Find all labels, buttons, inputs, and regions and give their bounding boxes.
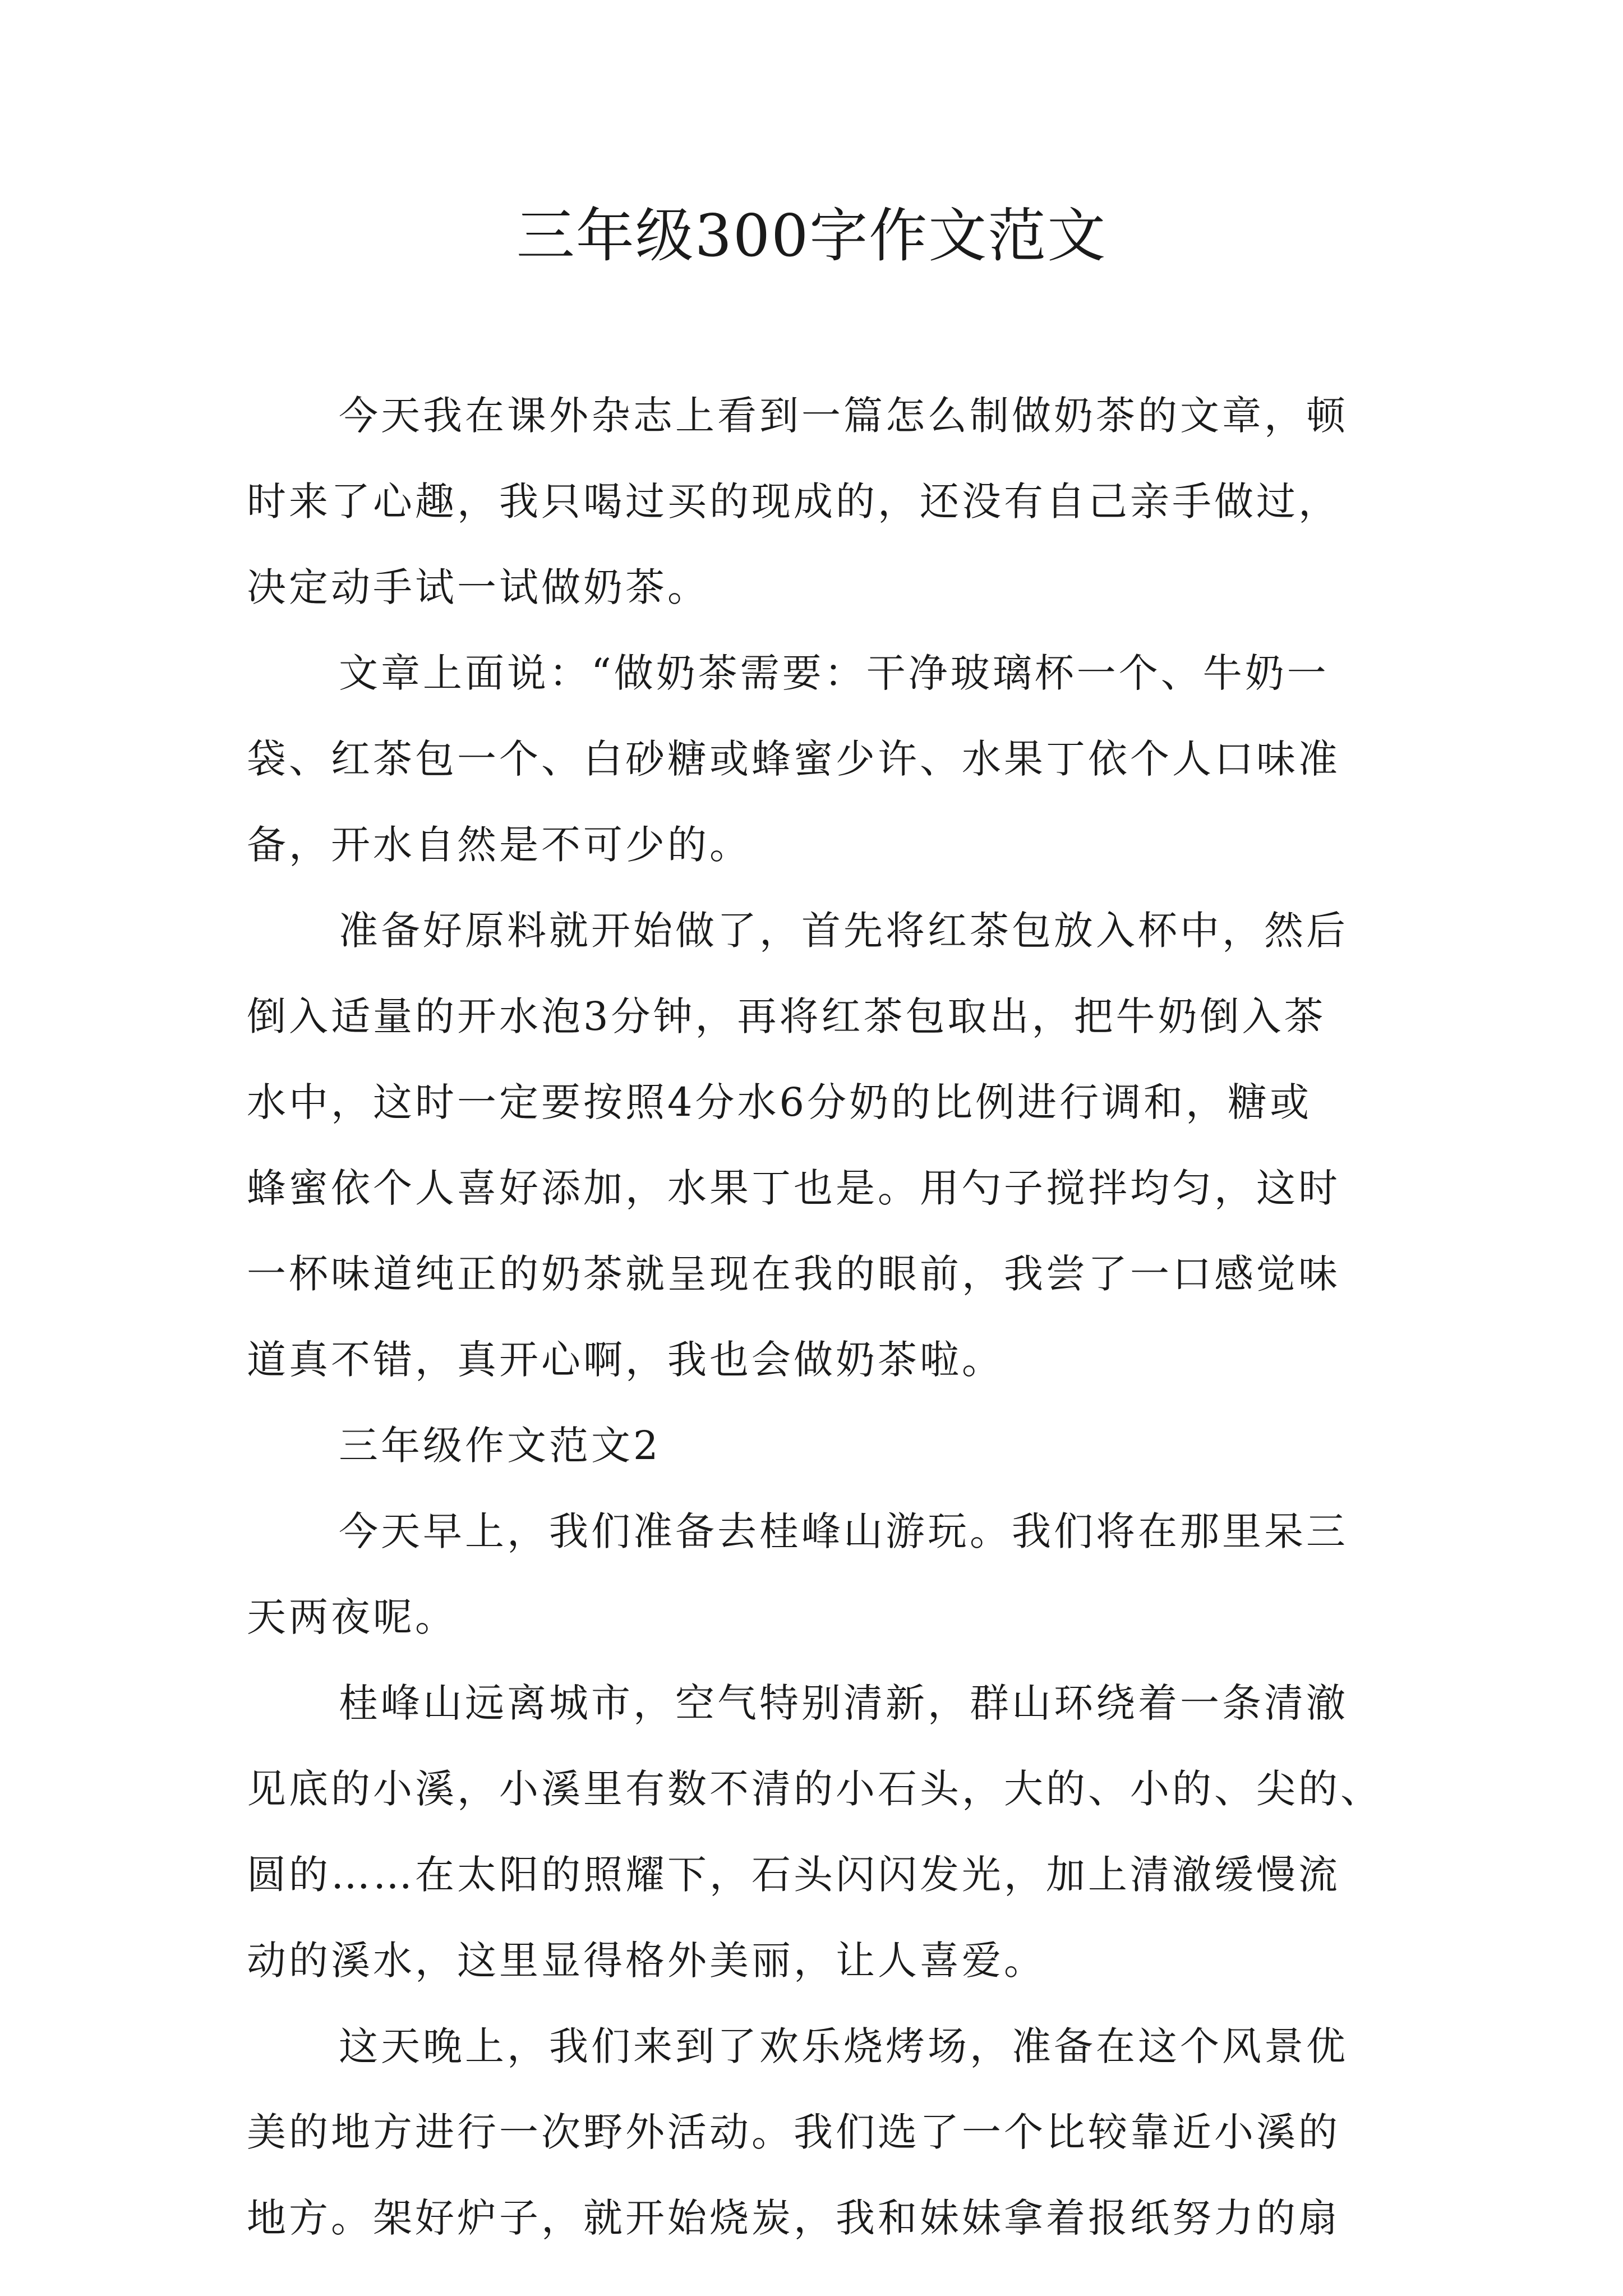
text-line: 袋、红茶包一个、白砂糖或蜂蜜少许、水果丁依个人口味准 xyxy=(247,736,1340,782)
text-line: 今天早上，我们准备去桂峰山游玩。我们将在那里呆三 xyxy=(339,1508,1348,1554)
text-line: 这天晚上，我们来到了欢乐烧烤场，准备在这个风景优 xyxy=(339,2023,1348,2069)
text-line: 美的地方进行一次野外活动。我们选了一个比较靠近小溪的 xyxy=(247,2109,1340,2155)
text-line: 文章上面说：“做奶茶需要：干净玻璃杯一个、牛奶一 xyxy=(339,650,1329,696)
text-line: 动的溪水，这里显得格外美丽，让人喜爱。 xyxy=(247,1938,1046,1984)
text-line: 备，开水自然是不可少的。 xyxy=(247,822,751,868)
text-line: 地方。架好炉子，就开始烧炭，我和妹妹拿着报纸努力的扇 xyxy=(247,2195,1340,2241)
text-line: 桂峰山远离城市，空气特别清新，群山环绕着一条清澈 xyxy=(339,1680,1348,1726)
text-line: 决定动手试一试做奶茶。 xyxy=(247,564,709,610)
text-line: 道真不错，真开心啊，我也会做奶茶啦。 xyxy=(247,1337,1004,1383)
document-title: 三年级300字作文范文 xyxy=(516,201,1107,270)
text-line: 倒入适量的开水泡3分钟，再将红茶包取出，把牛奶倒入茶 xyxy=(247,993,1326,1039)
text-line: 蜂蜜依个人喜好添加，水果丁也是。用勺子搅拌均匀，这时 xyxy=(247,1165,1340,1211)
text-line: 见底的小溪，小溪里有数不清的小石头，大的、小的、尖的、 xyxy=(247,1766,1382,1812)
text-line: 一杯味道纯正的奶茶就呈现在我的眼前，我尝了一口感觉味 xyxy=(247,1251,1340,1297)
document-body xyxy=(247,373,1385,2261)
text-line: 圆的……在太阳的照耀下，石头闪闪发光，加上清澈缓慢流 xyxy=(247,1852,1340,1898)
text-line: 水中，这时一定要按照4分水6分奶的比例进行调和，糖或 xyxy=(247,1079,1312,1125)
text-line: 准备好原料就开始做了，首先将红茶包放入杯中，然后 xyxy=(339,908,1348,954)
text-line: 三年级作文范文2 xyxy=(339,1423,661,1469)
text-line: 今天我在课外杂志上看到一篇怎么制做奶茶的文章，顿 xyxy=(339,393,1348,439)
text-line: 时来了心趣，我只喝过买的现成的，还没有自己亲手做过， xyxy=(247,478,1340,524)
text-line: 天两夜呢。 xyxy=(247,1594,457,1640)
